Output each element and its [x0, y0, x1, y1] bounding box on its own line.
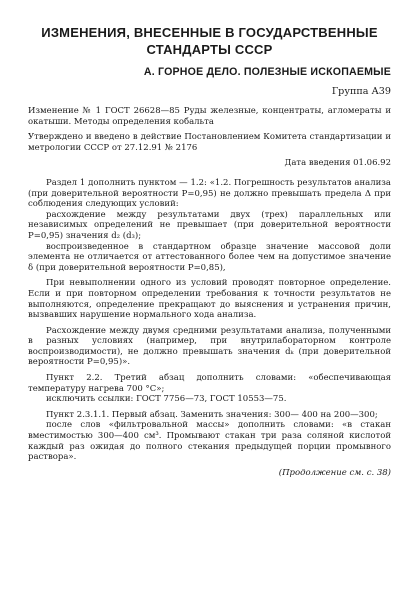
section-heading: А. ГОРНОЕ ДЕЛО. ПОЛЕЗНЫЕ ИСКОПАЕМЫЕ [143, 66, 391, 78]
paragraph-clause-2-2: Пункт 2.2. Третий абзац дополнить словами: «обеспечивающая температуру нагрева 700 °С»; [28, 373, 391, 394]
change-title: Изменение № 1 ГОСТ 26628—85 Руды железные, концентраты, агломераты и окатыши. Методы определения кобальта [28, 106, 391, 127]
paragraph-condition-1: расхождение между результатами двух (трех) параллельных или независимых определений не превышает (при доверительной вероятности P=0,95) значения d₂ (d₃); [28, 209, 391, 241]
continuation-note: (Продолжение см. с. 38) [278, 467, 391, 478]
paragraph-repeat: При невыполнении одного из условий проводят повторное определение. Если и при повторном определении требования к точности результатов не выполняются, определение прекращают до выяснения и устранения причин, вызвавших нарушение нормального хода анализа. [28, 278, 391, 321]
title-line-1: ИЗМЕНЕНИЯ, ВНЕСЕННЫЕ В ГОСУДАРСТВЕННЫЕ [41, 25, 378, 40]
approval-text: Утверждено и введено в действие Постановлением Комитета стандартизации и метрологии СССР от 27.12.91 № 2176 [28, 132, 391, 153]
paragraph-divergence: Расхождение между двумя средними результатами анализа, полученными в разных условиях (например, при внутрилабораторном контроле воспроизводимости), не должно превышать значения dₖ (при доверительной вероятности P=0,95)». [28, 325, 391, 368]
effective-date: Дата введения 01.06.92 [284, 158, 391, 169]
title-line-2: СТАНДАРТЫ СССР [146, 42, 273, 57]
paragraph-exclude-refs: исключить ссылки: ГОСТ 7756—73, ГОСТ 10553—75. [46, 394, 287, 405]
paragraph-clause-2-3-1-1: Пункт 2.3.1.1. Первый абзац. Заменить значения: 300— 400 на 200—300; [46, 409, 378, 420]
paragraph-filter-mass: после слов «фильтровальной массы» дополнить словами: «в стакан вместимостью 300—400 см³. Промывают стакан три раза соляной кислотой каждый раз ожидая до полного стекания предыдущей порции промывного раствора». [28, 420, 391, 463]
paragraph-condition-2: воспроизведенное в стандартном образце значение массовой доли элемента не отличается от аттестованного более чем на допустимое значение δ (при доверительной вероятности P=0,85), [28, 241, 391, 273]
paragraph-section-1: Раздел 1 дополнить пунктом — 1.2: «1.2. Погрешность результатов анализа (при доверительной вероятности P=0,95) не должно превышать предела Δ при соблюдения следующих условий: [28, 177, 391, 210]
group-code: Группа А39 [331, 86, 391, 97]
